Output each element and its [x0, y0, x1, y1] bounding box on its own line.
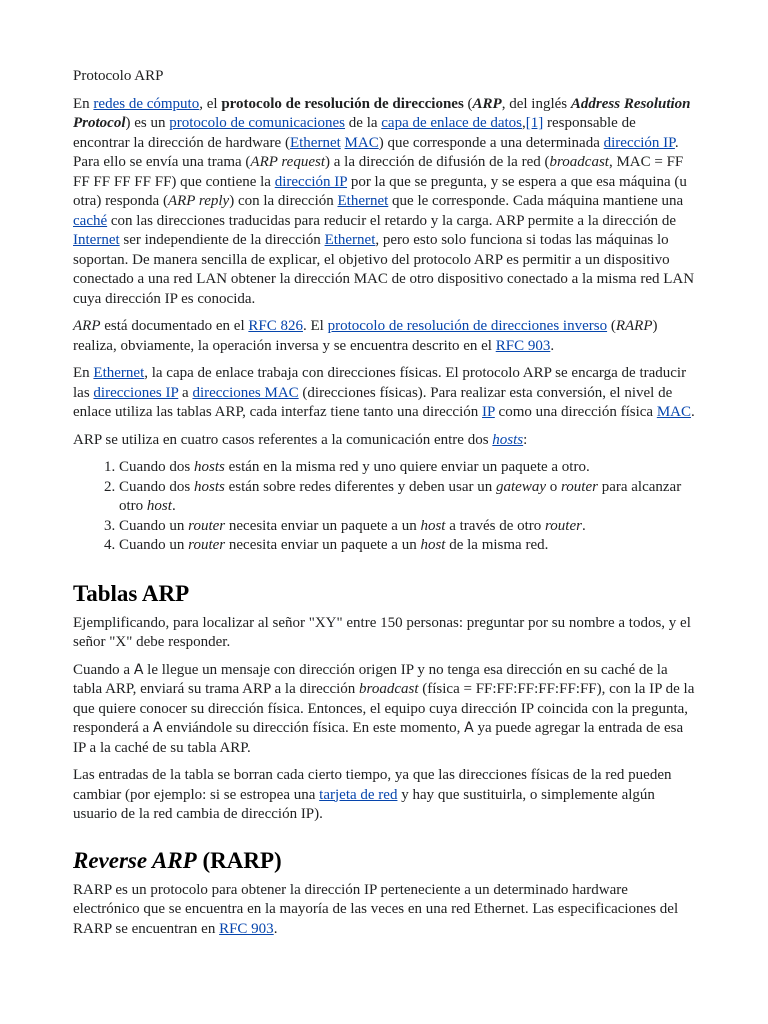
- list-item: 1. Cuando dos hosts están en la misma red y uno quiere enviar un paquete a otro.: [119, 458, 695, 478]
- link-internet[interactable]: Internet: [73, 232, 120, 248]
- link-reference-1[interactable]: [1]: [525, 115, 544, 131]
- link-ethernet[interactable]: Ethernet: [93, 365, 145, 381]
- link-direcciones-ip[interactable]: direcciones IP: [93, 384, 179, 401]
- link-redes-de-computo[interactable]: redes de cómputo: [93, 95, 200, 112]
- tablas-paragraph-1: Ejemplificando, para localizar al señor "XY" entre 150 personas: preguntar por su nombre a todos, y el señor "X" debe responder.: [73, 614, 691, 650]
- tablas-paragraph-2: Cuando a A le llegue un mensaje con dirección origen IP y no tenga esa dirección en su caché de la tabla ARP, enviará su trama ARP a la dirección broadcast (física = FF:FF:FF:FF:FF:FF), con la IP de la que quiere conocer su dirección física. Entonces, el equipo cuya dirección IP coincida con la pregunta, responderá a A enviándole su dirección física. En este momento, A ya puede agregar la entrada de esa IP a la caché de su tabla ARP.: [73, 661, 695, 756]
- list-item: 2. Cuando dos hosts están sobre redes diferentes y deben usar un gateway o router para alcanzar otro host.: [119, 478, 695, 517]
- rfc-paragraph: ARP está documentado en el RFC 826. El protocolo de resolución de direcciones inverso (RARP) realiza, obviamente, la operación inversa y se encuentra descrito en el RFC 903.: [73, 318, 658, 354]
- link-ethernet[interactable]: Ethernet: [337, 193, 389, 209]
- list-item: 4. Cuando un router necesita enviar un paquete a un host de la misma red.: [119, 536, 695, 556]
- link-cache[interactable]: caché: [73, 212, 108, 229]
- ethernet-paragraph: En Ethernet, la capa de enlace trabaja con direcciones físicas. El protocolo ARP se encarga de traducir las direcciones IP a direcciones MAC (direcciones físicas). Para realizar esta conversión, el nivel de enlace utiliza las tablas ARP, cada interfaz tiene tanto una dirección IP como una dirección física MAC.: [73, 365, 695, 420]
- link-rfc-903[interactable]: RFC 903: [219, 920, 274, 937]
- document-title: Protocolo ARP: [73, 68, 164, 84]
- link-protocolo-de-comunicaciones[interactable]: protocolo de comunicaciones: [169, 115, 346, 131]
- link-hosts[interactable]: hosts: [492, 431, 524, 448]
- uses-intro-paragraph: ARP se utiliza en cuatro casos referentes a la comunicación entre dos hosts:: [73, 431, 528, 448]
- link-mac[interactable]: MAC: [656, 404, 691, 420]
- section-heading-tablas-arp: Tablas ARP: [73, 580, 190, 606]
- rarp-paragraph: RARP es un protocolo para obtener la dirección IP perteneciente a un determinado hardware electrónico que se encuentra en la mayoría de las veces en una red Ethernet. Las especificaciones del RARP se encuentran en RFC 903.: [73, 881, 679, 937]
- link-capa-de-enlace[interactable]: capa de enlace de datos: [381, 115, 523, 131]
- link-ip[interactable]: IP: [482, 404, 495, 420]
- list-item: 3. Cuando un router necesita enviar un paquete a un host a través de otro router.: [119, 517, 695, 537]
- tablas-paragraph-3: Las entradas de la tabla se borran cada cierto tiempo, ya que las direcciones físicas de la red pueden cambiar (por ejemplo: si se estropea una tarjeta de red y hay que sustituirla, o simplemente algún usuario de la red cambia de dirección IP).: [73, 767, 672, 822]
- section-heading-reverse-arp: Reverse ARP (RARP): [73, 847, 282, 873]
- link-mac[interactable]: MAC: [344, 134, 379, 151]
- link-protocolo-inverso[interactable]: protocolo de resolución de direcciones inverso: [327, 318, 608, 334]
- link-rfc-826[interactable]: RFC 826: [248, 318, 303, 334]
- link-ethernet[interactable]: Ethernet: [324, 232, 376, 248]
- link-direcciones-mac[interactable]: direcciones MAC: [192, 384, 299, 401]
- use-cases-list: [73, 458, 695, 556]
- link-rfc-903[interactable]: RFC 903: [495, 337, 551, 354]
- link-direccion-ip[interactable]: dirección IP: [603, 134, 675, 151]
- link-tarjeta-de-red[interactable]: tarjeta de red: [319, 786, 398, 803]
- intro-paragraph: En redes de cómputo, el protocolo de resolución de direcciones (ARP, del inglés Address Resolution Protocol) es un protocolo de comunicaciones de la capa de enlace de datos,[1] responsable de encontrar la dirección de hardware (Ethernet MAC) que corresponde a una determinada dirección IP. Para ello se envía una trama (ARP request) a la dirección de difusión de la red (broadcast, MAC = FF FF FF FF FF FF) que contiene la dirección IP por la que se pregunta, y se espera a que esa máquina (u otra) responda (ARP reply) con la dirección Ethernet que le corresponde. Cada máquina mantiene una caché con las direcciones traducidas para reducir el retardo y la carga. ARP permite a la dirección de Internet ser independiente de la dirección Ethernet, pero esto solo funciona si todas las máquinas lo soportan. De manera sencilla de explicar, el objetivo del protocolo ARP es permitir a un dispositivo conectado a una red LAN obtener la dirección MAC de otro dispositivo conectado a la misma red LAN cuya dirección IP es conocida.: [73, 95, 695, 307]
- link-direccion-ip[interactable]: dirección IP: [274, 173, 348, 190]
- link-ethernet[interactable]: Ethernet: [289, 134, 341, 151]
